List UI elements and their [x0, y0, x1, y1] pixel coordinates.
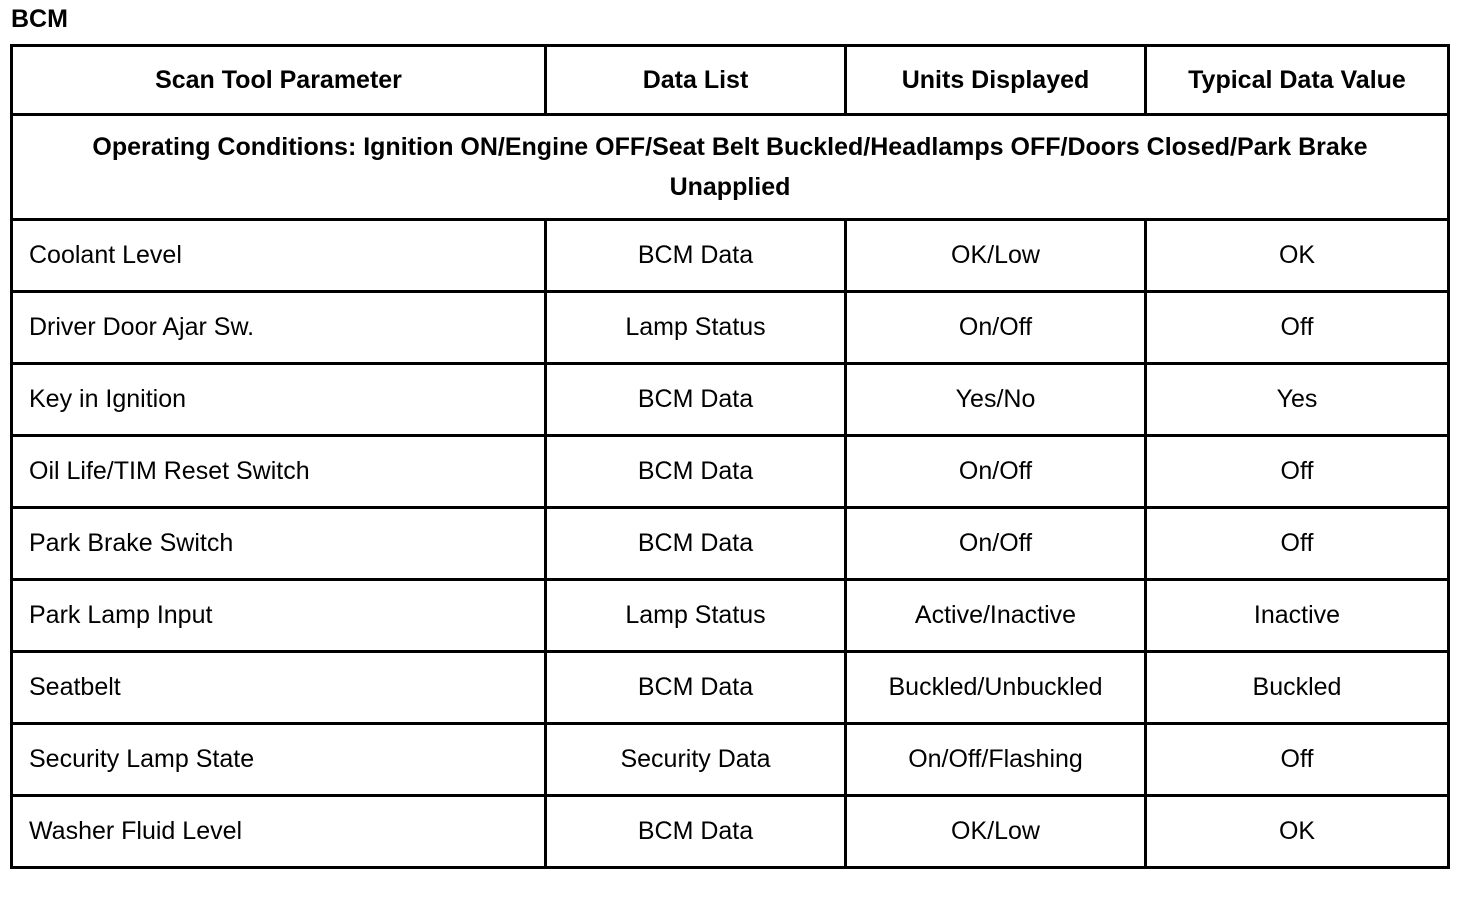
- typical-value-cell: Off: [1146, 724, 1449, 796]
- data-list-cell: BCM Data: [546, 508, 846, 580]
- data-list-cell: BCM Data: [546, 220, 846, 292]
- typical-value-cell: Off: [1146, 292, 1449, 364]
- table-body: [12, 115, 1449, 868]
- parameter-cell: Park Brake Switch: [12, 508, 546, 580]
- units-cell: OK/Low: [846, 796, 1146, 868]
- units-cell: On/Off: [846, 508, 1146, 580]
- units-cell: On/Off: [846, 292, 1146, 364]
- table-header: [12, 46, 1449, 115]
- units-cell: Active/Inactive: [846, 580, 1146, 652]
- typical-value-cell: OK: [1146, 220, 1449, 292]
- typical-value-cell: Buckled: [1146, 652, 1449, 724]
- header-units-displayed: Units Displayed: [846, 46, 1146, 115]
- operating-conditions: Operating Conditions: Ignition ON/Engine OFF/Seat Belt Buckled/Headlamps OFF/Doors Closed/Park Brake Unapplied: [12, 115, 1449, 220]
- data-list-cell: Lamp Status: [546, 292, 846, 364]
- units-cell: On/Off/Flashing: [846, 724, 1146, 796]
- table-row: [12, 580, 1449, 652]
- parameter-cell: Security Lamp State: [12, 724, 546, 796]
- table-row: [12, 508, 1449, 580]
- typical-value-cell: Off: [1146, 436, 1449, 508]
- typical-value-cell: Yes: [1146, 364, 1449, 436]
- table-row: [12, 436, 1449, 508]
- units-cell: Yes/No: [846, 364, 1146, 436]
- data-list-cell: Lamp Status: [546, 580, 846, 652]
- parameter-cell: Key in Ignition: [12, 364, 546, 436]
- parameter-cell: Washer Fluid Level: [12, 796, 546, 868]
- document-title: BCM: [11, 5, 68, 33]
- operating-conditions-row: [12, 115, 1449, 220]
- units-cell: On/Off: [846, 436, 1146, 508]
- header-scan-tool-parameter: Scan Tool Parameter: [12, 46, 546, 115]
- parameter-cell: Coolant Level: [12, 220, 546, 292]
- table-row: [12, 796, 1449, 868]
- header-data-list: Data List: [546, 46, 846, 115]
- parameter-cell: Seatbelt: [12, 652, 546, 724]
- data-list-cell: BCM Data: [546, 436, 846, 508]
- table-row: [12, 292, 1449, 364]
- data-list-cell: BCM Data: [546, 652, 846, 724]
- header-typical-data-value: Typical Data Value: [1146, 46, 1449, 115]
- header-row: [12, 46, 1449, 115]
- parameter-cell: Park Lamp Input: [12, 580, 546, 652]
- units-cell: Buckled/Unbuckled: [846, 652, 1146, 724]
- typical-value-cell: Off: [1146, 508, 1449, 580]
- data-list-cell: Security Data: [546, 724, 846, 796]
- table-row: [12, 220, 1449, 292]
- parameter-cell: Oil Life/TIM Reset Switch: [12, 436, 546, 508]
- data-list-cell: BCM Data: [546, 796, 846, 868]
- parameter-cell: Driver Door Ajar Sw.: [12, 292, 546, 364]
- table-row: [12, 724, 1449, 796]
- data-list-cell: BCM Data: [546, 364, 846, 436]
- table-row: [12, 364, 1449, 436]
- typical-value-cell: Inactive: [1146, 580, 1449, 652]
- bcm-data-table: [10, 44, 1450, 869]
- units-cell: OK/Low: [846, 220, 1146, 292]
- typical-value-cell: OK: [1146, 796, 1449, 868]
- table-row: [12, 652, 1449, 724]
